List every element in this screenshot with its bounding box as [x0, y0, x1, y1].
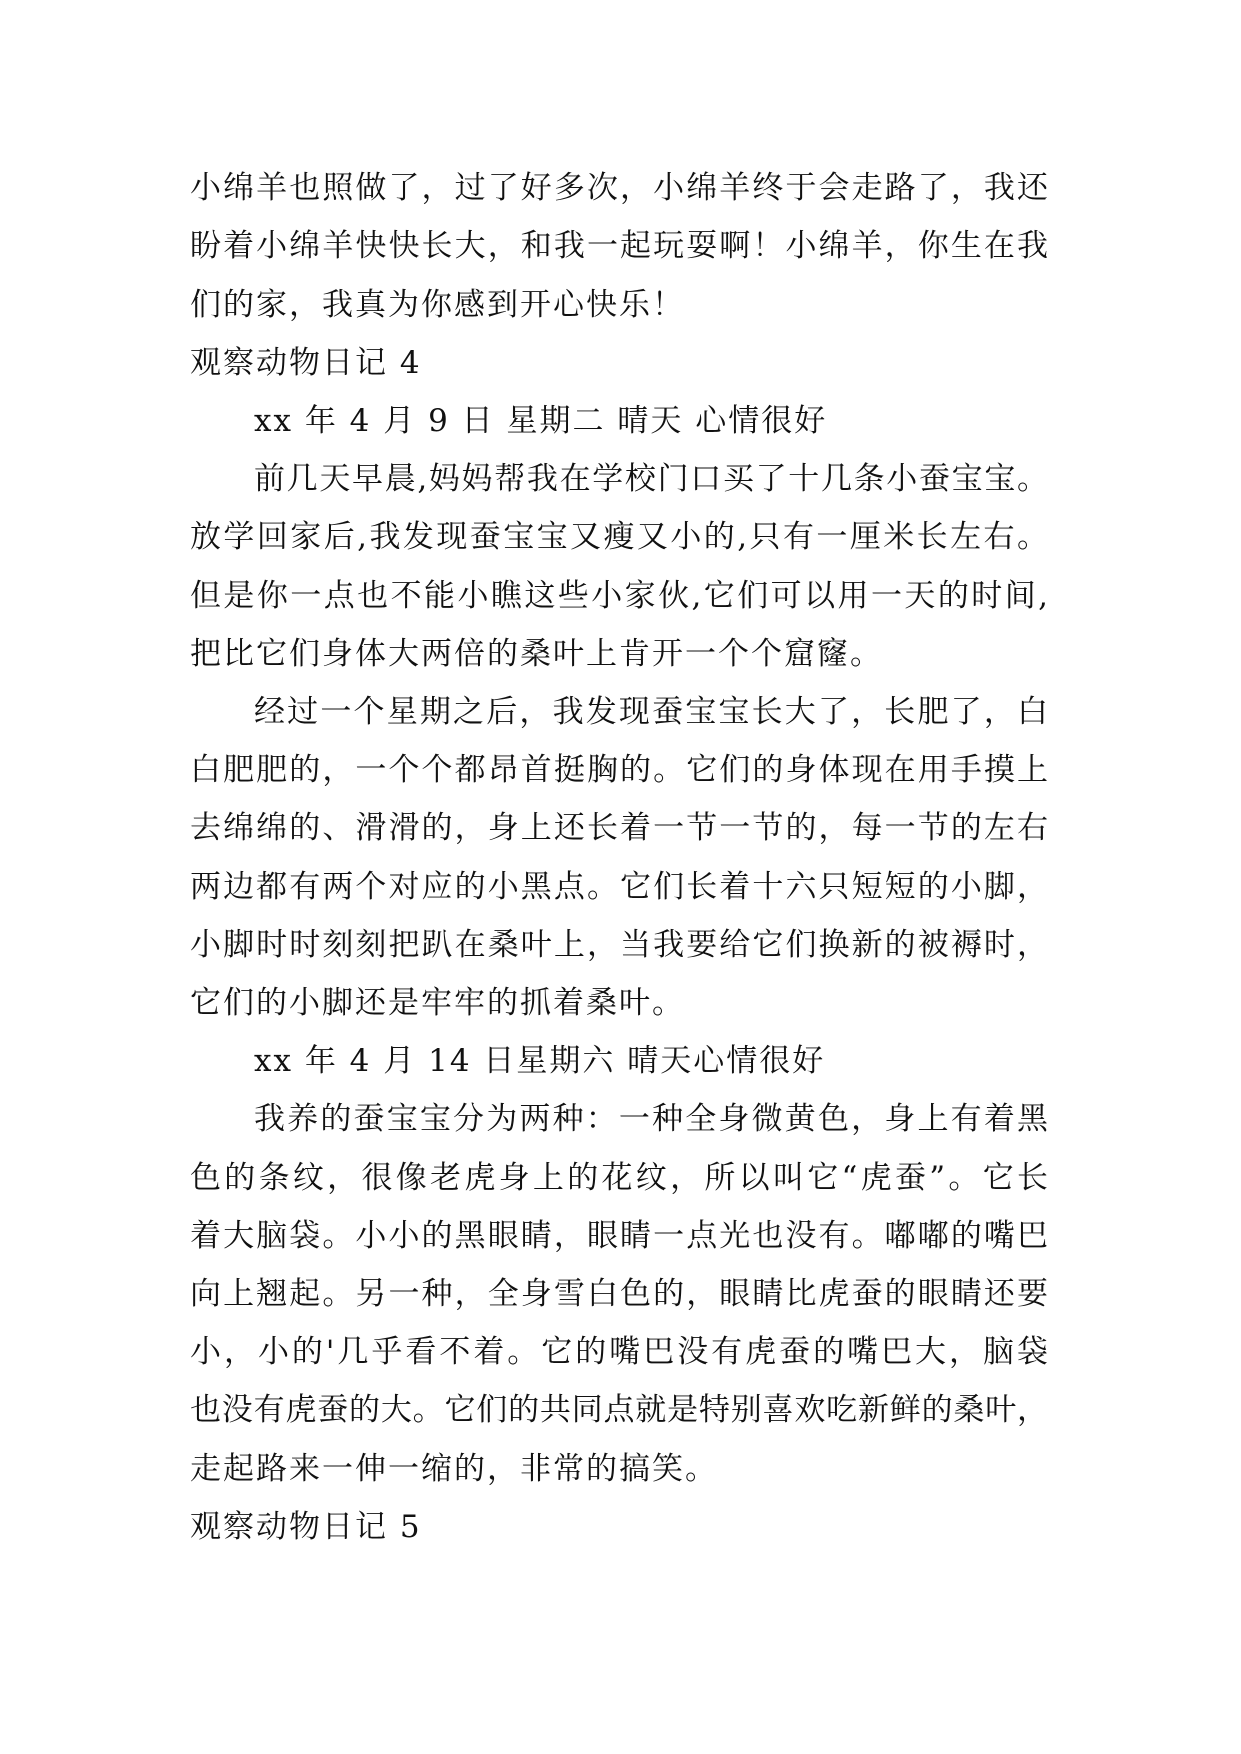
diary-date-line: xx 年 4 月 9 日 星期二 晴天 心情很好	[254, 403, 828, 439]
diary-heading-5: 观察动物日记 5	[190, 1509, 422, 1545]
text-line-14: 小脚时时刻刻把趴在桑叶上，当我要给它们换新的被褥时，	[190, 927, 1048, 963]
text-line-18: 色的条纹，很像老虎身上的花纹，所以叫它“虎蚕”。它长	[190, 1160, 1048, 1196]
text-line-11: 白肥肥的，一个个都昂首挺胸的。它们的身体现在用手摸上	[190, 752, 1048, 788]
text-line-12: 去绵绵的、滑滑的，身上还长着一节一节的，每一节的左右	[190, 810, 1048, 846]
text-line-23: 走起路来一伸一缩的，非常的搞笑。	[190, 1451, 718, 1487]
text-line-22: 也没有虎蚕的大。它们的共同点就是特别喜欢吃新鲜的桑叶，	[190, 1392, 1048, 1428]
text-line-8: 但是你一点也不能小瞧这些小家伙,它们可以用一天的时间,	[190, 578, 1048, 614]
text-line-2: 盼着小绵羊快快长大，和我一起玩耍啊！小绵羊，你生在我	[190, 228, 1048, 264]
text-line-20: 向上翘起。另一种，全身雪白色的，眼睛比虎蚕的眼睛还要	[190, 1276, 1048, 1312]
diary-date-line: xx 年 4 月 14 日星期六 晴天心情很好	[254, 1043, 826, 1079]
text-line-7: 放学回家后,我发现蚕宝宝又瘦又小的,只有一厘米长左右。	[190, 519, 1048, 555]
text-line-9: 把比它们身体大两倍的桑叶上肯开一个个窟窿。	[190, 636, 883, 672]
text-line-10: 经过一个星期之后，我发现蚕宝宝长大了，长肥了，白	[254, 694, 1048, 730]
text-line-21: 小，小的'几乎看不着。它的嘴巴没有虎蚕的嘴巴大，脑袋	[190, 1334, 1048, 1370]
text-line-3: 们的家，我真为你感到开心快乐！	[190, 287, 685, 323]
text-line-1: 小绵羊也照做了，过了好多次，小绵羊终于会走路了，我还	[190, 170, 1048, 206]
text-line-13: 两边都有两个对应的小黑点。它们长着十六只短短的小脚，	[190, 869, 1048, 905]
diary-heading-4: 观察动物日记 4	[190, 345, 422, 381]
text-line-6: 前几天早晨,妈妈帮我在学校门口买了十几条小蚕宝宝。	[254, 461, 1048, 497]
text-line-15: 它们的小脚还是牢牢的抓着桑叶。	[190, 985, 685, 1021]
text-line-19: 着大脑袋。小小的黑眼睛，眼睛一点光也没有。嘟嘟的嘴巴	[190, 1218, 1048, 1254]
text-line-17: 我养的蚕宝宝分为两种：一种全身微黄色，身上有着黑	[254, 1101, 1048, 1137]
